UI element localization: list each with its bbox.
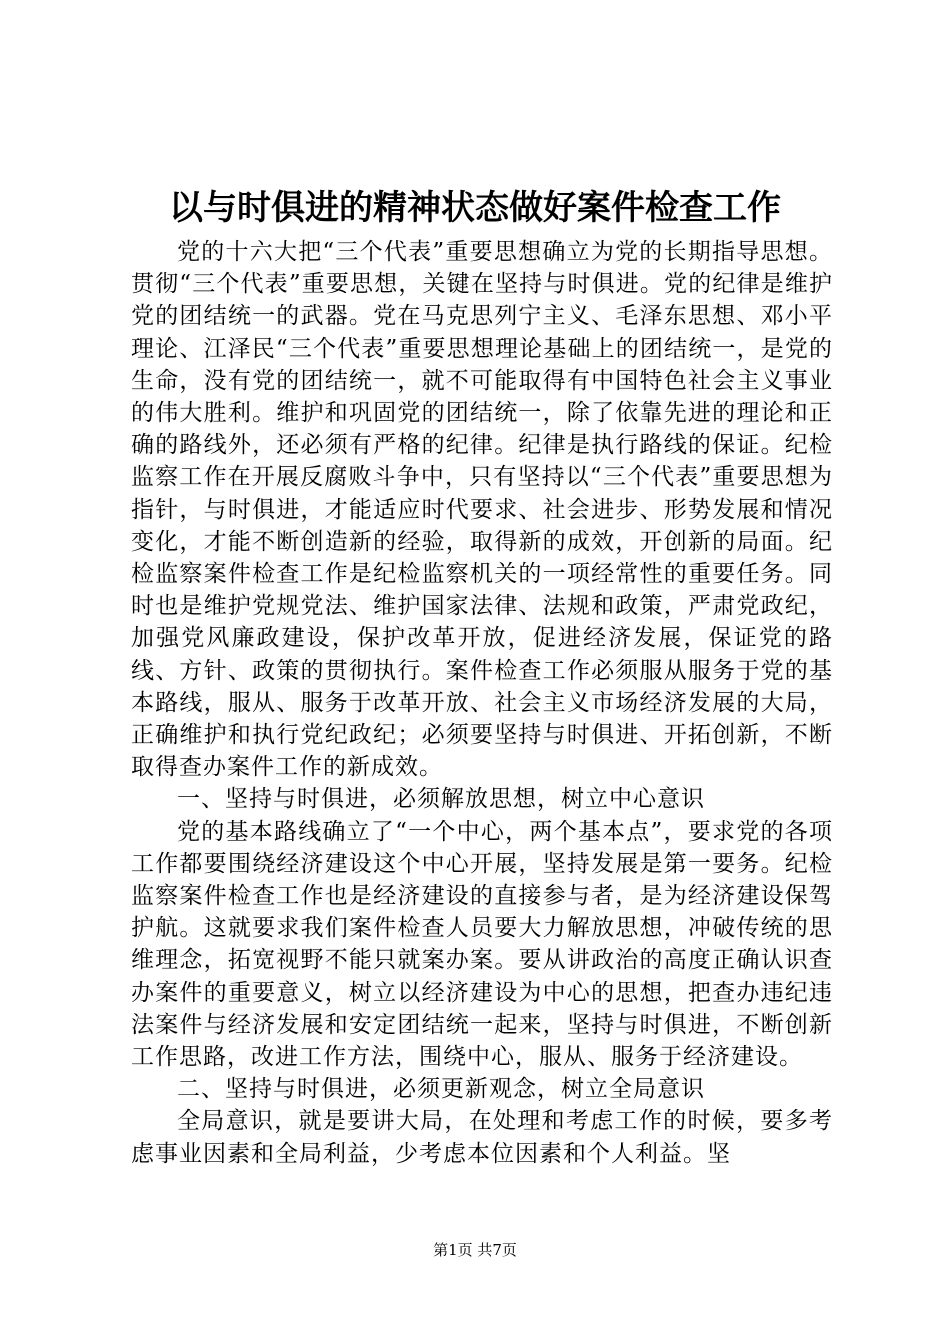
paragraph-section-1: 党的基本路线确立了“一个中心，两个基本点”，要求党的各项工作都要围绕经济建设这个中心开展，坚持发展是第一要务。纪检监察案件检查工作也是经济建设的直接参与者，是为经济建设保驾护航。这就要求我们案件检查人员要大力解放思想，冲破传统的思维理念，拓宽视野不能只就案办案。要从讲政治的高度正确认识查办案件的重要意义，树立以经济建设为中心的思想，把查办违纪违法案件与经济发展和安定团结统一起来，坚持与时俱进，不断创新工作思路，改进工作方法，围绕中心，服从、服务于经济建设。: [131, 818, 833, 1071]
section-heading-1: 一、坚持与时俱进，必须解放思想，树立中心意识: [177, 786, 705, 813]
document-body: [131, 236, 833, 1170]
page-number-footer: 第1页 共7页: [433, 1241, 517, 1259]
paragraph-intro: 党的十六大把“三个代表”重要思想确立为党的长期指导思想。贯彻“三个代表”重要思想，关键在坚持与时俱进。党的纪律是维护党的团结统一的武器。党在马克思列宁主义、毛泽东思想、邓小平理论、江泽民“三个代表”重要思想理论基础上的团结统一，是党的生命，没有党的团结统一，就不可能取得有中国特色社会主义事业的伟大胜利。维护和巩固党的团结统一，除了依靠先进的理论和正确的路线外，还必须有严格的纪律。纪律是执行路线的保证。纪检监察工作在开展反腐败斗争中，只有坚持以“三个代表”重要思想为指针，与时俱进，才能适应时代要求、社会进步、形势发展和情况变化，才能不断创造新的经验，取得新的成效，开创新的局面。纪检监察案件检查工作是纪检监察机关的一项经常性的重要任务。同时也是维护党规党法、维护国家法律、法规和政策，严肃党政纪，加强党风廉政建设，保护改革开放，促进经济发展，保证党的路线、方针、政策的贯彻执行。案件检查工作必须服从服务于党的基本路线，服从、服务于改革开放、社会主义市场经济发展的大局，正确维护和执行党纪政纪；必须要坚持与时俱进、开拓创新，不断取得查办案件工作的新成效。: [131, 239, 833, 781]
paragraph-section-2: 全局意识，就是要讲大局，在处理和考虑工作的时候，要多考虑事业因素和全局利益，少考虑本位因素和个人利益。坚: [131, 1108, 833, 1167]
section-heading-2: 二、坚持与时俱进，必须更新观念，树立全局意识: [177, 1076, 705, 1103]
document-title: 以与时俱进的精神状态做好案件检查工作: [169, 188, 781, 228]
